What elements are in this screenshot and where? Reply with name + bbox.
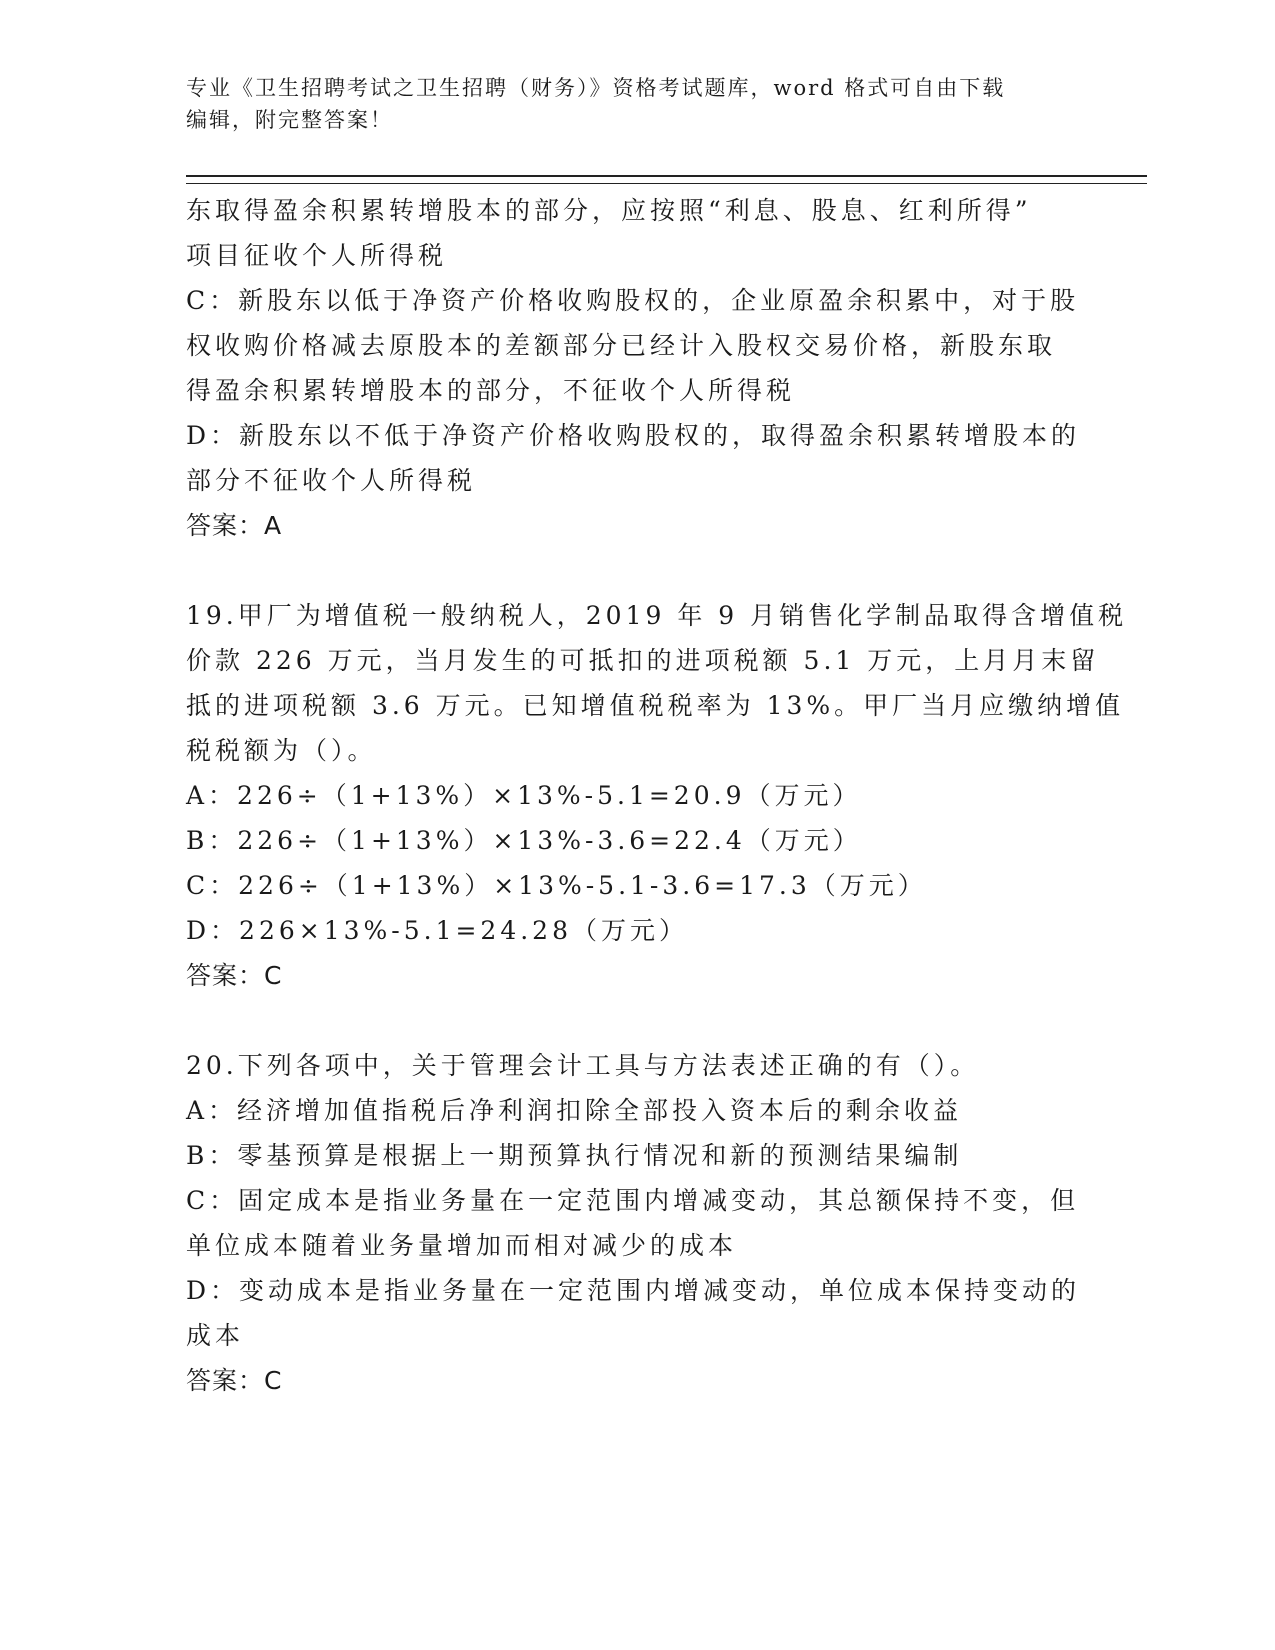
question-stem-line: 抵的进项税额 3.6 万元。已知增值税税率为 13%。甲厂当月应缴纳增值	[186, 691, 1125, 720]
answer-label: 答案：C	[186, 1366, 283, 1395]
option-c: C：226÷（1+13%）×13%-5.1-3.6=17.3（万元）	[186, 871, 927, 900]
option-b: B：226÷（1+13%）×13%-3.6=22.4（万元）	[186, 826, 862, 855]
question-18-continuation	[186, 188, 1086, 548]
spacer	[186, 548, 1086, 593]
option-d-line: D：新股东以不低于净资产价格收购股权的，取得盈余积累转增股本的	[186, 421, 1081, 450]
question-stem-line: 税税额为（）。	[186, 736, 377, 765]
question-stem-line: 19.甲厂为增值税一般纳税人，2019 年 9 月销售化学制品取得含增值税	[186, 601, 1128, 630]
option-a: A：经济增加值指税后净利润扣除全部投入资本后的剩余收益	[186, 1096, 963, 1125]
option-c-line: 单位成本随着业务量增加而相对减少的成本	[186, 1231, 738, 1260]
header-line-2: 编辑，附完整答案！	[186, 108, 393, 132]
page-header	[186, 72, 1066, 136]
option-a: A：226÷（1+13%）×13%-5.1=20.9（万元）	[186, 781, 862, 810]
option-d: D：226×13%-5.1=24.28（万元）	[186, 916, 688, 945]
header-divider	[186, 175, 1147, 184]
answer-label: 答案：C	[186, 961, 283, 990]
spacer	[186, 998, 1086, 1043]
option-c-line: C：新股东以低于净资产价格收购股权的，企业原盈余积累中，对于股	[186, 286, 1080, 315]
question-19	[186, 593, 1128, 998]
option-b: B：零基预算是根据上一期预算执行情况和新的预测结果编制	[186, 1141, 963, 1170]
option-d-line: 部分不征收个人所得税	[186, 466, 477, 495]
option-c-line: 得盈余积累转增股本的部分，不征收个人所得税	[186, 376, 796, 405]
option-d-line: 成本	[186, 1321, 245, 1350]
option-c-line: 权收购价格减去原股本的差额部分已经计入股权交易价格，新股东取	[186, 331, 1057, 360]
option-d-line: D：变动成本是指业务量在一定范围内增减变动，单位成本保持变动的	[186, 1276, 1081, 1305]
document-body	[186, 188, 1128, 1403]
question-stem-line: 20.下列各项中，关于管理会计工具与方法表述正确的有（）。	[186, 1051, 980, 1080]
answer-label: 答案：A	[186, 511, 283, 540]
header-line-1: 专业《卫生招聘考试之卫生招聘（财务）》资格考试题库，word 格式可自由下载	[186, 76, 1006, 100]
text-line: 东取得盈余积累转增股本的部分，应按照“利息、股息、红利所得”	[186, 196, 1032, 225]
question-stem-line: 价款 226 万元，当月发生的可抵扣的进项税额 5.1 万元，上月月末留	[186, 646, 1100, 675]
text-line: 项目征收个人所得税	[186, 241, 448, 270]
question-20	[186, 1043, 1086, 1403]
option-c-line: C：固定成本是指业务量在一定范围内增减变动，其总额保持不变，但	[186, 1186, 1080, 1215]
